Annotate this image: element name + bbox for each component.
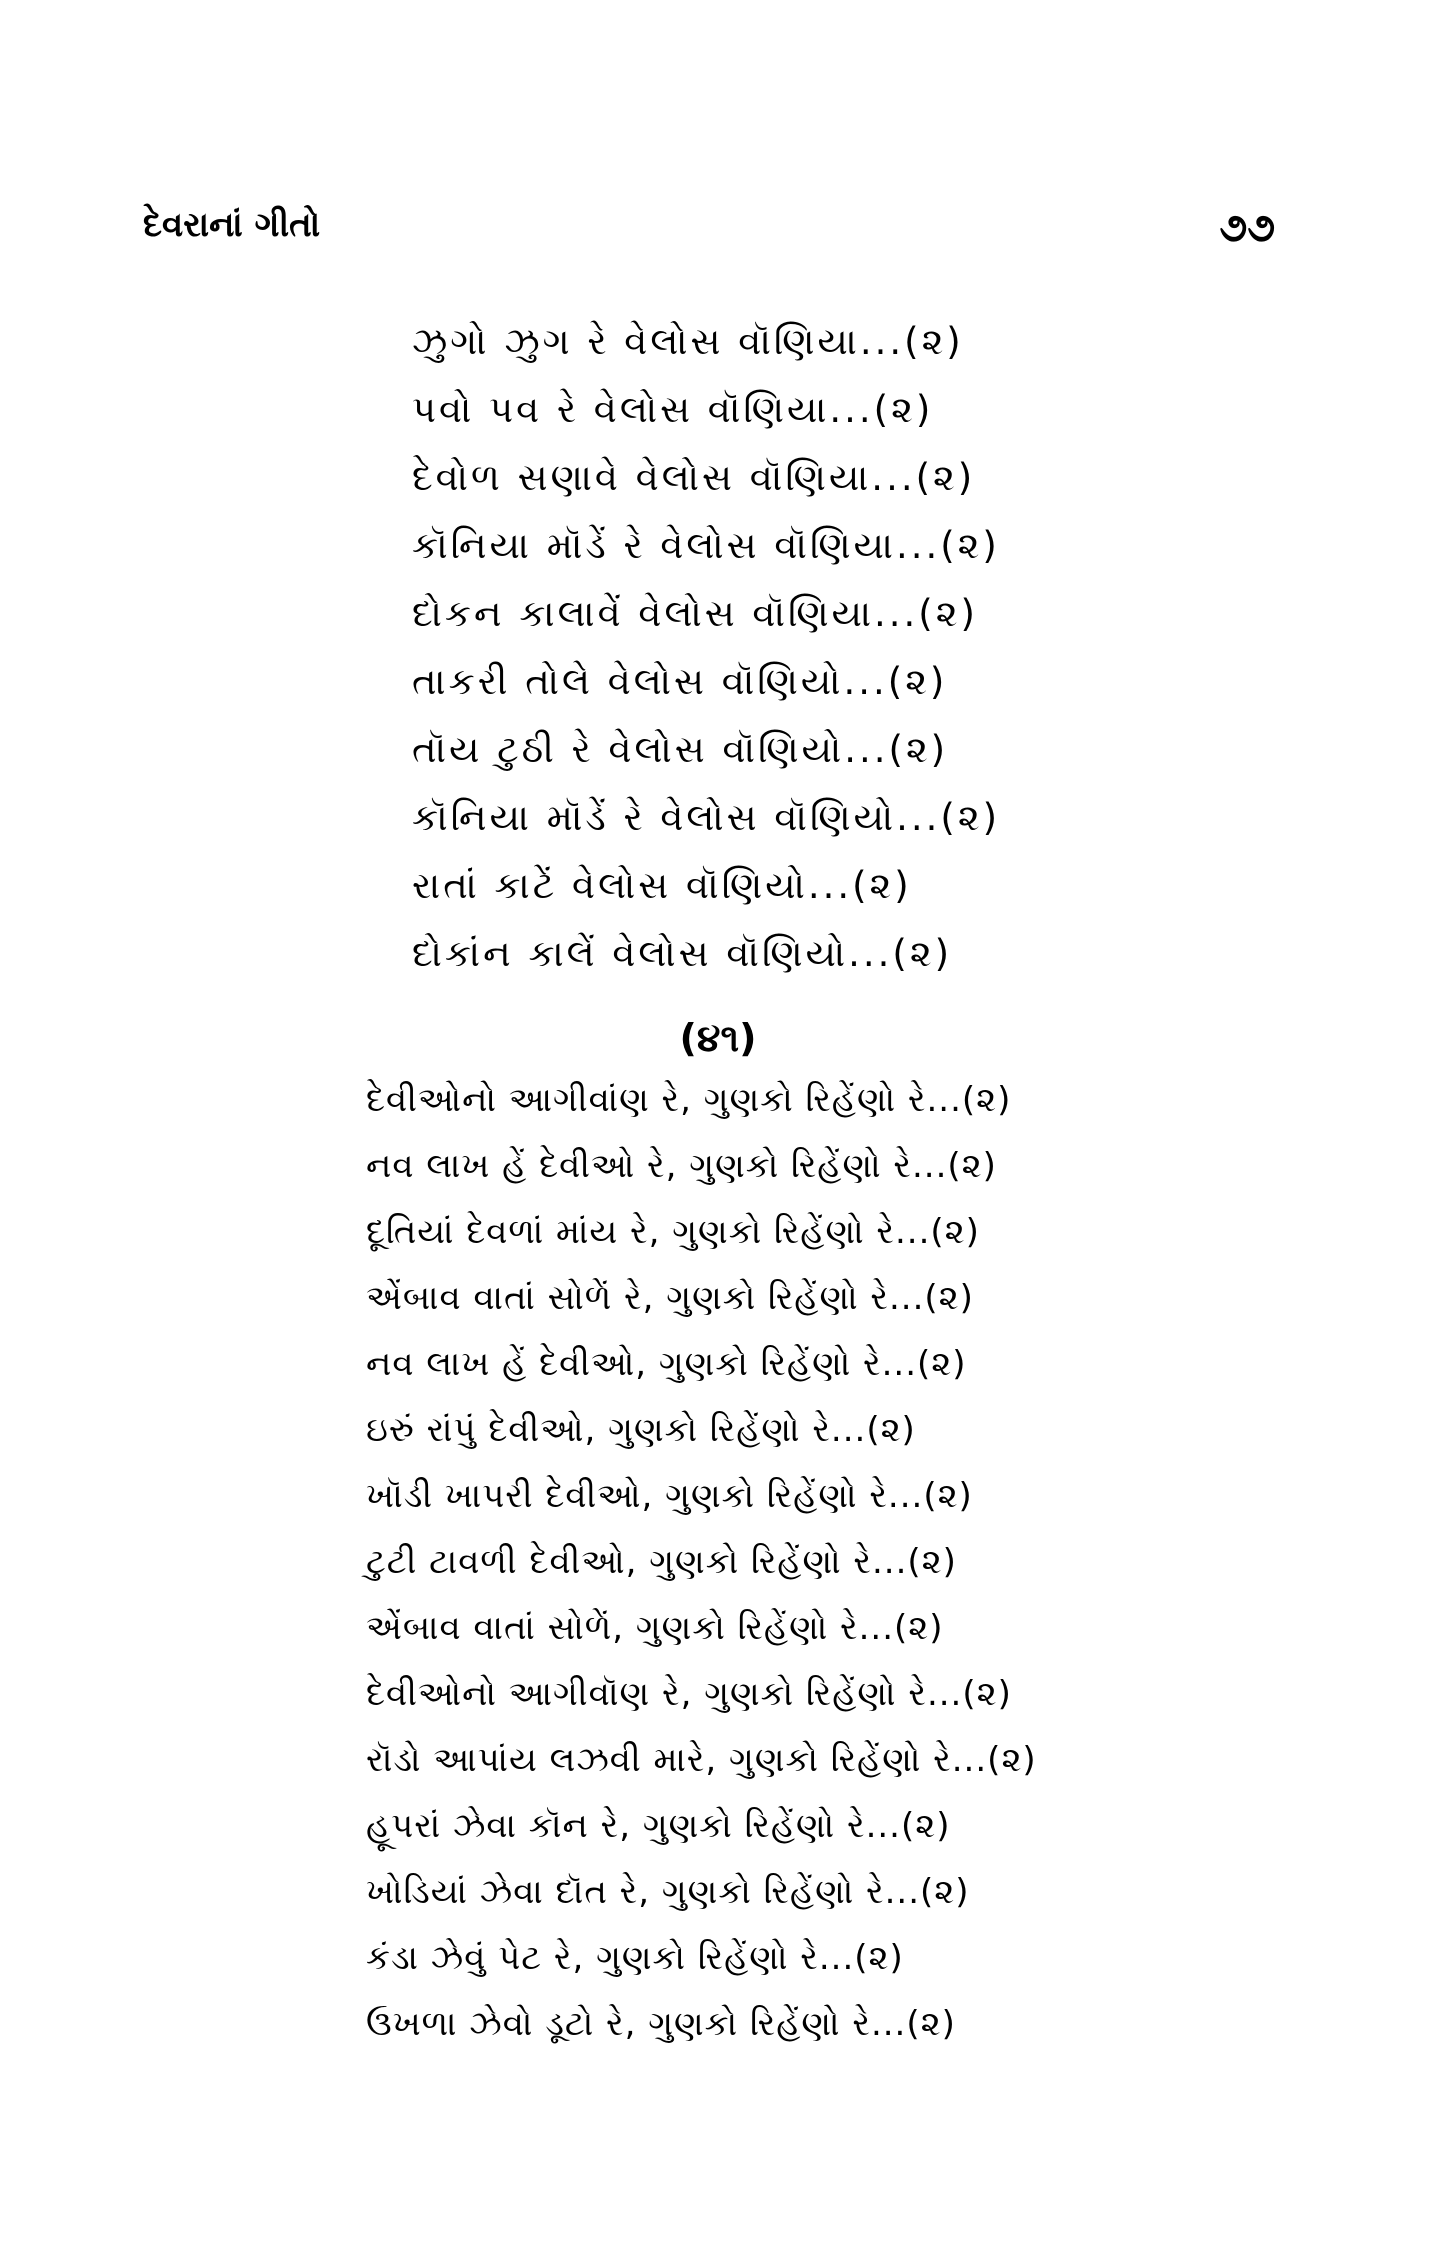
song-number-heading: [0, 1008, 1438, 1068]
verse-line: ઇરું રાંપું દેવીઓ, ગુણકો રિહેંણો રે...(૨): [366, 1410, 916, 1450]
verse-line: દૂતિયાં દેવળાં માંય રે, ગુણકો રિહેંણો રે...(૨): [366, 1212, 980, 1252]
verse-line: રૉડો આપાંય લઝવી મારે, ગુણકો રિહેંણો રે...(૨): [366, 1740, 1037, 1780]
verse-line: દોકાંન કાલેં વેલોસ વૉણિયો...(૨): [412, 932, 953, 975]
verse-line: ઝુગો ઝુગ રે વેલોસ વૉણિયા...(૨): [412, 320, 964, 363]
verse-line: દોકન કાલાવેં વેલોસ વૉણિયા...(૨): [412, 592, 978, 635]
verse-line: નવ લાખ હેં દેવીઓ, ગુણકો રિહેંણો રે...(૨): [366, 1344, 967, 1384]
verse-line: એંબાવ વાતાં સોળેં રે, ગુણકો રિહેંણો રે...(૨): [366, 1278, 974, 1318]
verse-line: તાકરી તોલે વેલોસ વૉણિયો...(૨): [412, 660, 948, 703]
verse-line: નવ લાખ હેં દેવીઓ રે, ગુણકો રિહેંણો રે...(૨): [366, 1146, 997, 1186]
song-40-stanza: [412, 308, 1000, 988]
verse-line: એંબાવ વાતાં સોળેં, ગુણકો રિહેંણો રે...(૨): [366, 1608, 944, 1648]
verse-line: કૉનિયા મૉડેં રે વેલોસ વૉણિયો...(૨): [412, 796, 1001, 839]
verse-line: કંડા ઝેવું પેટ રે, ગુણકો રિહેંણો રે...(૨): [366, 1938, 904, 1978]
verse-line: દેવીઓનો આગીવૉણ રે, ગુણકો રિહેંણો રે...(૨): [366, 1674, 1012, 1714]
song-41-stanza: [366, 1067, 1037, 2057]
verse-line: ઉખળા ઝેવો ડૂટો રે, ગુણકો રિહેંણો રે...(૨): [366, 2004, 956, 2044]
verse-line: દેવીઓનો આગીવાંણ રે, ગુણકો રિહેંણો રે...(૨): [366, 1080, 1012, 1120]
verse-line: હૂપરાં ઝેવા કૉન રે, ગુણકો રિહેંણો રે...(૨): [366, 1806, 951, 1846]
verse-line: ટુટી ટાવળી દેવીઓ, ગુણકો રિહેંણો રે...(૨): [366, 1542, 957, 1582]
verse-line: ખૉડી ખાપરી દેવીઓ, ગુણકો રિહેંણો રે...(૨): [366, 1476, 973, 1516]
verse-line: કૉનિયા મૉડેં રે વેલોસ વૉણિયા...(૨): [412, 524, 1000, 567]
verse-line: ખોડિયાં ઝેવા દૉત રે, ગુણકો રિહેંણો રે...(૨): [366, 1872, 970, 1912]
song-number: (૪૧): [679, 1016, 757, 1060]
verse-line: દેવોળ સણાવે વેલોસ વૉણિયા...(૨): [412, 456, 976, 499]
verse-line: પવો પવ રે વેલોસ વૉણિયા...(૨): [412, 388, 934, 431]
verse-line: તૉય ટુઠી રે વેલોસ વૉણિયો...(૨): [412, 728, 949, 771]
running-title: દેવરાનાં ગીતો: [143, 205, 321, 245]
page-number: ૭૭: [1219, 205, 1275, 251]
verse-line: રાતાં કાટેં વેલોસ વૉણિયો...(૨): [412, 864, 912, 907]
